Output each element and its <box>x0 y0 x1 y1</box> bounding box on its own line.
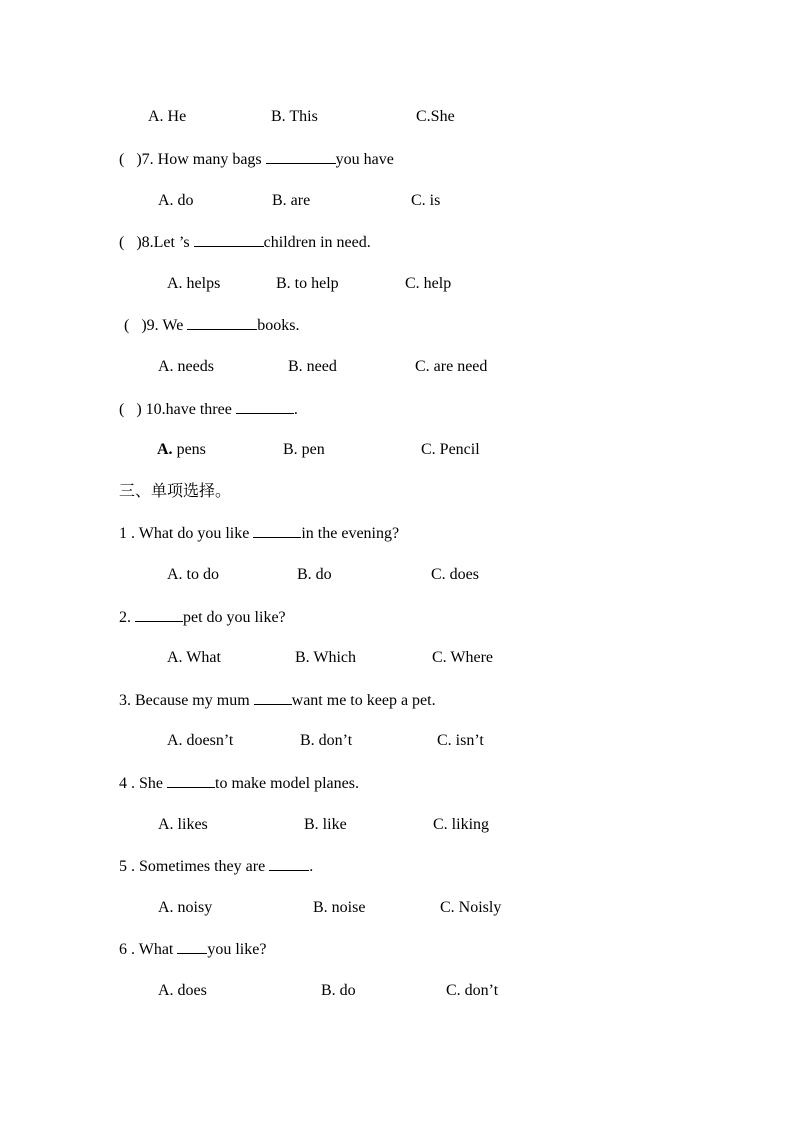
option-a: A. doesn’t <box>167 732 234 749</box>
option-b: B. are <box>272 192 311 209</box>
answer-blank <box>253 523 301 538</box>
question-text-end: to make model planes. <box>215 775 359 792</box>
question-text-end: you have <box>335 151 394 168</box>
option-letter: A. <box>157 441 173 458</box>
option-a: A. helps <box>167 275 221 292</box>
answer-paren: ( ) <box>124 317 147 334</box>
question-text: 3. Because my mum <box>119 692 254 709</box>
option-c: C. does <box>431 566 479 583</box>
option-b: B. This <box>271 108 318 125</box>
option-b: B. noise <box>313 899 366 916</box>
option-c: C. is <box>411 192 441 209</box>
answer-blank <box>167 773 215 788</box>
question-3 <box>119 690 436 711</box>
option-c: C. don’t <box>446 982 499 999</box>
question-text: 7. How many bags <box>141 151 266 168</box>
option-a: A. What <box>167 649 221 666</box>
question-2 <box>119 607 286 628</box>
question-text-end: . <box>293 401 298 418</box>
question-text-end: . <box>309 858 314 875</box>
question-7 <box>119 149 394 170</box>
option-c: C. are need <box>415 358 488 375</box>
option-a <box>157 440 206 460</box>
option-b: B. to help <box>276 275 339 292</box>
question-5 <box>119 856 313 877</box>
question-text-end: you like? <box>207 941 267 958</box>
option-c: C.She <box>416 108 455 125</box>
section-heading: 三、单项选择。 <box>119 481 232 500</box>
answer-blank <box>135 607 183 622</box>
question-text: 9. We <box>146 317 188 334</box>
option-b: B. do <box>297 566 332 583</box>
answer-blank <box>269 856 309 871</box>
question-text-end: books. <box>257 317 300 334</box>
question-text: 1 . What do you like <box>119 525 254 542</box>
option-a: A. do <box>158 192 194 209</box>
option-b: B. Which <box>295 649 357 666</box>
option-b: B. pen <box>283 441 325 458</box>
option-c: C. isn’t <box>437 732 484 749</box>
question-text: 5 . Sometimes they are <box>119 858 270 875</box>
option-a: A. to do <box>167 566 219 583</box>
option-c: C. help <box>405 275 452 292</box>
question-9 <box>124 315 300 336</box>
answer-blank <box>177 939 207 954</box>
answer-blank <box>266 149 336 164</box>
question-text-end: pet do you like? <box>183 609 286 626</box>
question-text: 2. <box>119 609 135 626</box>
option-c: C. Pencil <box>421 441 480 458</box>
answer-blank <box>194 232 264 247</box>
option-a: A. likes <box>158 816 208 833</box>
option-c: C. Where <box>432 649 494 666</box>
option-b: B. don’t <box>300 732 353 749</box>
option-b: B. like <box>304 816 347 833</box>
question-text: 6 . What <box>119 941 178 958</box>
option-b: B. do <box>321 982 356 999</box>
question-6 <box>119 939 266 960</box>
question-text-end: children in need. <box>263 234 371 251</box>
option-c: C. liking <box>433 816 490 833</box>
answer-blank <box>187 315 257 330</box>
option-a: A. noisy <box>158 899 213 916</box>
answer-paren: ( ) <box>119 234 142 251</box>
answer-blank <box>254 690 292 705</box>
question-text: 4 . She <box>119 775 167 792</box>
question-10 <box>119 399 298 420</box>
option-a: A. He <box>148 108 187 125</box>
question-text-end: want me to keep a pet. <box>291 692 436 709</box>
question-8 <box>119 232 371 253</box>
question-text: 10.have three <box>145 401 236 418</box>
question-text-end: in the evening? <box>301 525 400 542</box>
option-b: B. need <box>288 358 337 375</box>
option-a: A. needs <box>158 358 214 375</box>
answer-blank <box>236 399 294 414</box>
option-c: C. Noisly <box>440 899 502 916</box>
option-a: A. does <box>158 982 207 999</box>
answer-paren: ( ) <box>119 401 142 418</box>
option-text: pens <box>172 441 206 458</box>
question-4 <box>119 773 359 794</box>
question-1 <box>119 523 399 544</box>
answer-paren: ( ) <box>119 151 142 168</box>
question-text: 8.Let ’s <box>141 234 194 251</box>
